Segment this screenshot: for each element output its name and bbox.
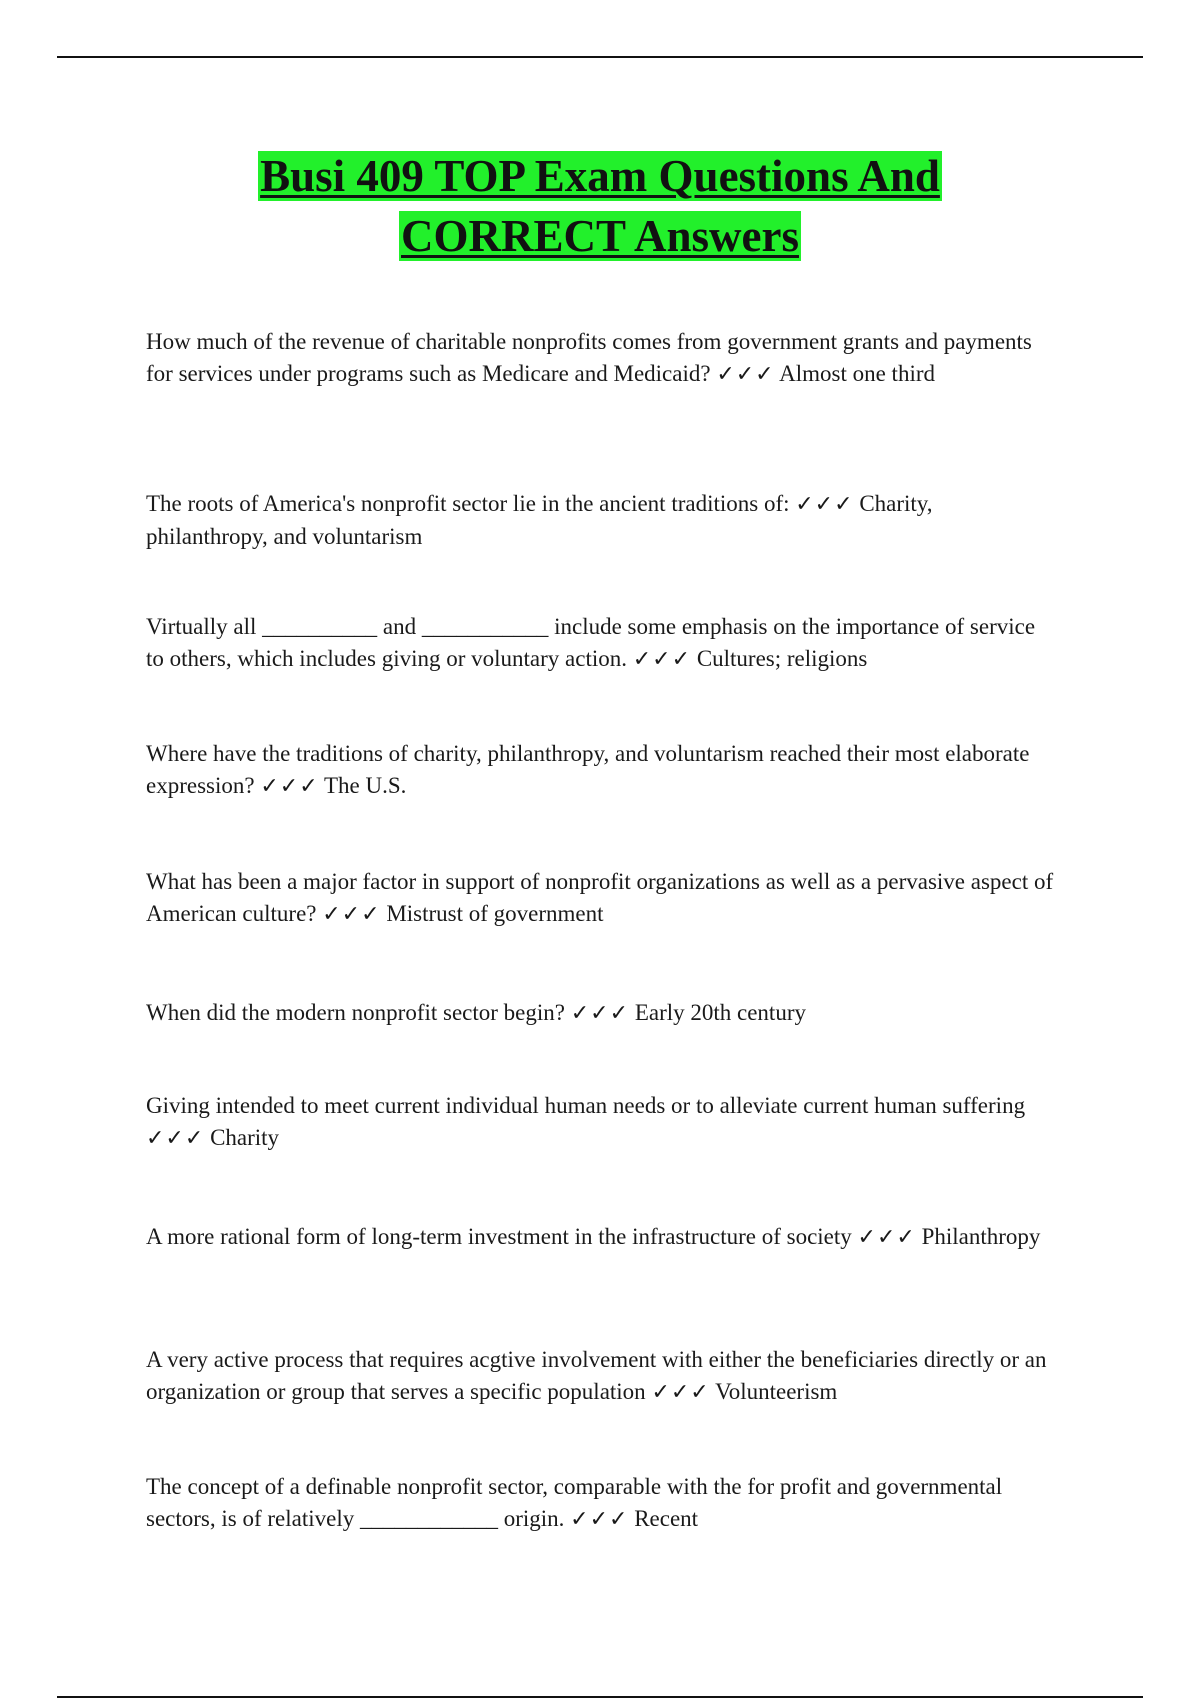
question-text: How much of the revenue of charitable nonprofits comes from government grants and payments for services under programs such as Medicare and Medicaid? <box>146 329 1032 386</box>
question-text: The roots of America's nonprofit sector lie in the ancient traditions of: <box>146 491 790 516</box>
checkmark-icon: ✓✓✓ <box>632 647 692 672</box>
document-title <box>0 146 1200 266</box>
question-text: When did the modern nonprofit sector begin? <box>146 1000 565 1025</box>
checkmark-icon: ✓✓✓ <box>570 1001 630 1026</box>
qa-item-6 <box>146 997 1056 1030</box>
answer-text: Cultures; religions <box>696 646 868 671</box>
qa-item-8 <box>146 1221 1056 1254</box>
qa-item-2 <box>146 488 1056 553</box>
answer-text: Almost one third <box>779 361 935 386</box>
question-text: A more rational form of long-term investment in the infrastructure of society <box>146 1224 852 1249</box>
header-rule <box>57 56 1143 58</box>
answer-text: Mistrust of government <box>386 901 604 926</box>
answer-text: Early 20th century <box>634 1000 806 1025</box>
checkmark-icon: ✓✓✓ <box>570 1507 629 1532</box>
checkmark-icon: ✓✓✓ <box>795 492 854 517</box>
answer-text: Recent <box>634 1506 699 1531</box>
checkmark-icon: ✓✓✓ <box>716 362 775 387</box>
answer-text: Charity, philanthropy, and voluntarism <box>146 491 933 549</box>
question-text: A very active process that requires acgtive involvement with either the beneficiaries directly or an organization or group that serves a specific population <box>146 1347 1047 1404</box>
checkmark-icon: ✓✓✓ <box>322 902 381 927</box>
question-text: Giving intended to meet current individual human needs or to alleviate current human suffering <box>146 1093 1026 1118</box>
answer-text: Charity <box>210 1125 280 1150</box>
answer-text: Volunteerism <box>715 1379 838 1404</box>
checkmark-icon: ✓✓✓ <box>857 1225 916 1250</box>
question-text: Virtually all __________ and ___________ include some emphasis on the importance of service to others, which includes giving or voluntary action. <box>146 614 1036 671</box>
answer-text: Philanthropy <box>921 1224 1041 1249</box>
title-line-2: CORRECT Answers <box>401 211 799 261</box>
qa-item-10 <box>146 1471 1056 1536</box>
question-text: Where have the traditions of charity, philanthropy, and voluntarism reached their most elaborate expression? <box>146 741 1030 798</box>
qa-item-5 <box>146 866 1056 931</box>
qa-item-7 <box>146 1090 1056 1155</box>
checkmark-icon: ✓✓✓ <box>651 1380 710 1405</box>
checkmark-icon: ✓✓✓ <box>260 774 319 799</box>
answer-text: The U.S. <box>323 773 407 798</box>
question-text: What has been a major factor in support of nonprofit organizations as well as a pervasive aspect of American culture? <box>146 869 1054 926</box>
title-line-1: Busi 409 TOP Exam Questions And <box>260 151 940 201</box>
qa-item-3 <box>146 611 1056 676</box>
qa-item-9 <box>146 1344 1056 1409</box>
qa-item-4 <box>146 738 1056 803</box>
checkmark-icon: ✓✓✓ <box>146 1126 205 1151</box>
footer-rule <box>57 1696 1143 1698</box>
qa-item-1 <box>146 326 1056 391</box>
question-text: The concept of a definable nonprofit sector, comparable with the for profit and governmental sectors, is of relatively ____________ origin. <box>146 1474 1003 1531</box>
